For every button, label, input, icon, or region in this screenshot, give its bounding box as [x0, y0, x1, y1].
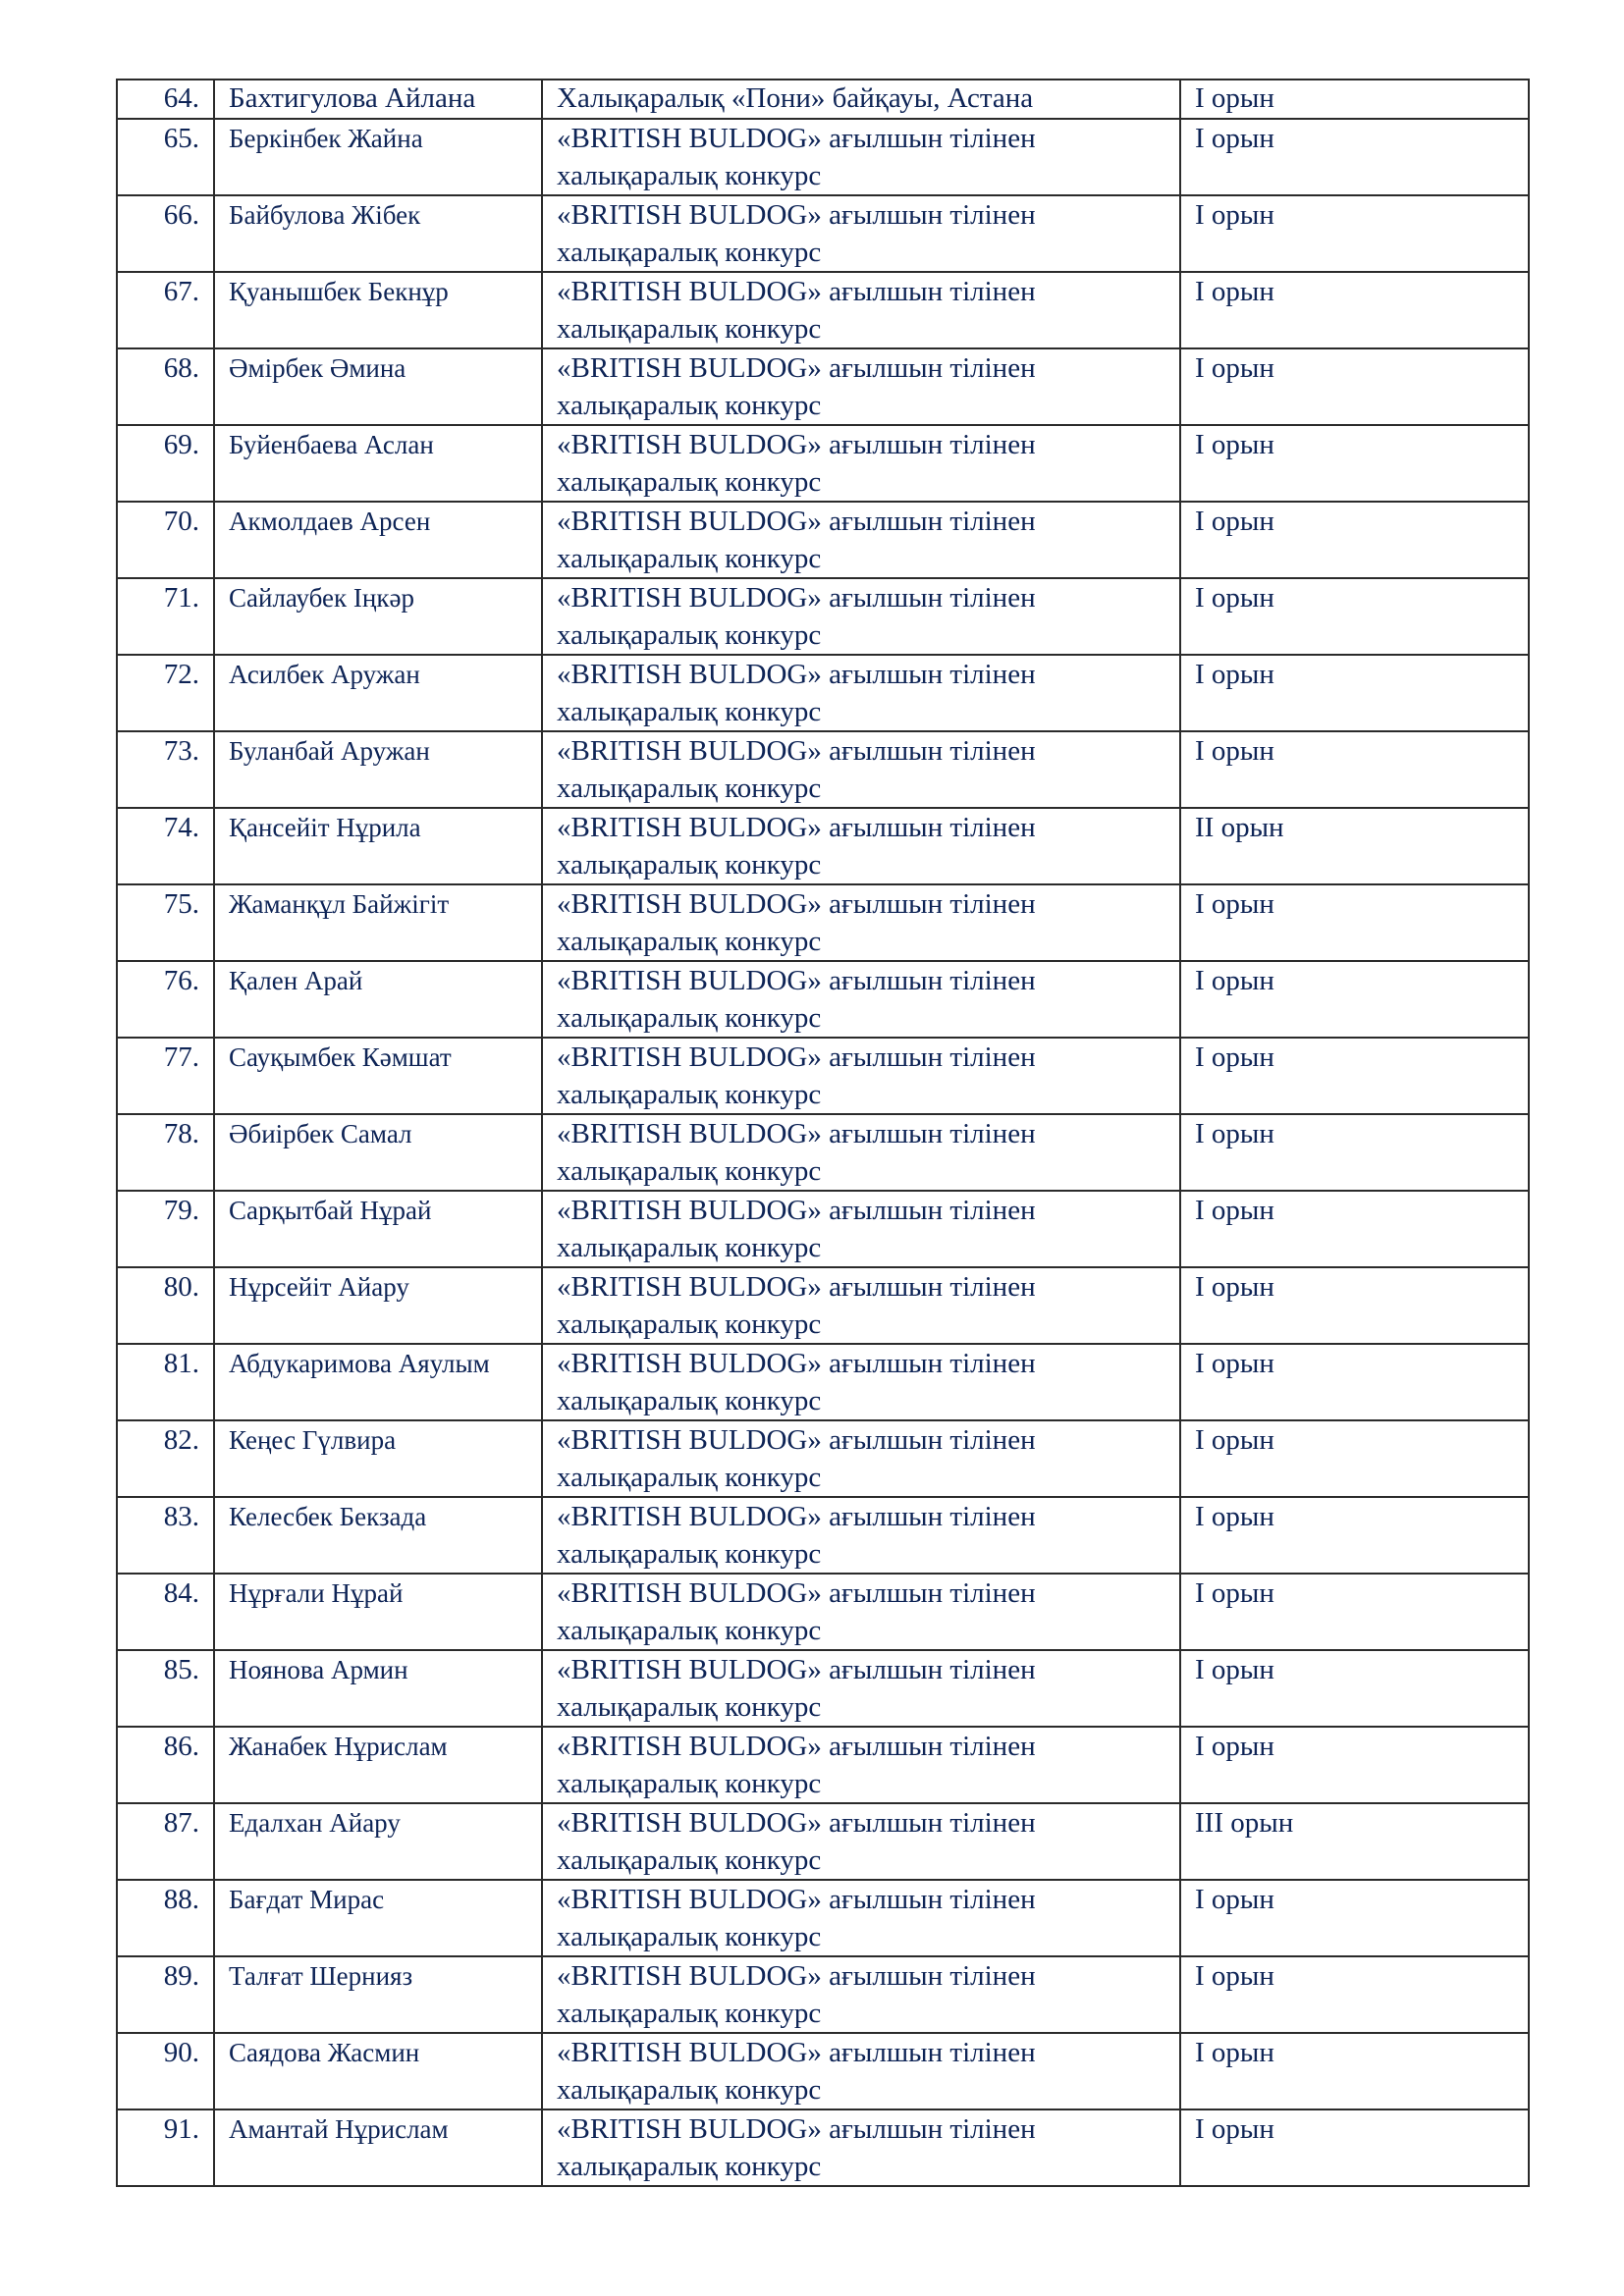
row-number: 73.	[117, 731, 214, 808]
row-number: 91.	[117, 2109, 214, 2186]
competition-name: «BRITISH BULDOG» ағылшын тілінен халықаралық конкурс	[542, 425, 1180, 502]
award-place: I орын	[1180, 1344, 1529, 1420]
row-number: 65.	[117, 119, 214, 195]
awards-table-body	[117, 80, 1529, 2186]
participant-name: Бағдат Мирас	[214, 1880, 542, 1956]
row-number: 75.	[117, 884, 214, 961]
row-number: 64.	[117, 80, 214, 119]
competition-name: «BRITISH BULDOG» ағылшын тілінен халықаралық конкурс	[542, 1956, 1180, 2033]
competition-name: «BRITISH BULDOG» ағылшын тілінен халықаралық конкурс	[542, 195, 1180, 272]
table-row	[117, 2033, 1529, 2109]
table-row	[117, 80, 1529, 119]
award-place: I орын	[1180, 80, 1529, 119]
table-row	[117, 1038, 1529, 1114]
row-number: 76.	[117, 961, 214, 1038]
award-place: III орын	[1180, 1803, 1529, 1880]
award-place: I орын	[1180, 961, 1529, 1038]
table-row	[117, 1420, 1529, 1497]
row-number: 74.	[117, 808, 214, 884]
table-row	[117, 1650, 1529, 1727]
row-number: 81.	[117, 1344, 214, 1420]
row-number: 77.	[117, 1038, 214, 1114]
participant-name: Бахтигулова Айлана	[214, 80, 542, 119]
row-number: 71.	[117, 578, 214, 655]
competition-name: «BRITISH BULDOG» ағылшын тілінен халықаралық конкурс	[542, 1344, 1180, 1420]
competition-name: «BRITISH BULDOG» ағылшын тілінен халықаралық конкурс	[542, 1420, 1180, 1497]
award-place: II орын	[1180, 808, 1529, 884]
participant-name: Едалхан Айару	[214, 1803, 542, 1880]
row-number: 87.	[117, 1803, 214, 1880]
row-number: 89.	[117, 1956, 214, 2033]
competition-name: «BRITISH BULDOG» ағылшын тілінен халықаралық конкурс	[542, 731, 1180, 808]
award-place: I орын	[1180, 272, 1529, 348]
table-row	[117, 1114, 1529, 1191]
participant-name: Жанабек Нұрислам	[214, 1727, 542, 1803]
competition-name: «BRITISH BULDOG» ағылшын тілінен халықаралық конкурс	[542, 655, 1180, 731]
award-place: I орын	[1180, 119, 1529, 195]
participant-name: Кеңес Гүлвира	[214, 1420, 542, 1497]
row-number: 83.	[117, 1497, 214, 1574]
award-place: I орын	[1180, 1956, 1529, 2033]
participant-name: Амантай Нұрислам	[214, 2109, 542, 2186]
participant-name: Беркінбек Жайна	[214, 119, 542, 195]
award-place: I орын	[1180, 578, 1529, 655]
award-place: I орын	[1180, 1497, 1529, 1574]
table-row	[117, 348, 1529, 425]
competition-name: «BRITISH BULDOG» ағылшын тілінен халықаралық конкурс	[542, 1191, 1180, 1267]
table-row	[117, 808, 1529, 884]
table-row	[117, 2109, 1529, 2186]
competition-name: «BRITISH BULDOG» ағылшын тілінен халықаралық конкурс	[542, 961, 1180, 1038]
participant-name: Буланбай Аружан	[214, 731, 542, 808]
competition-name: «BRITISH BULDOG» ағылшын тілінен халықаралық конкурс	[542, 272, 1180, 348]
competition-name: «BRITISH BULDOG» ағылшын тілінен халықаралық конкурс	[542, 1803, 1180, 1880]
participant-name: Сайлаубек Іңкәр	[214, 578, 542, 655]
award-place: I орын	[1180, 348, 1529, 425]
row-number: 70.	[117, 502, 214, 578]
table-row	[117, 1574, 1529, 1650]
row-number: 66.	[117, 195, 214, 272]
row-number: 86.	[117, 1727, 214, 1803]
competition-name: «BRITISH BULDOG» ағылшын тілінен халықаралық конкурс	[542, 119, 1180, 195]
award-place: I орын	[1180, 1574, 1529, 1650]
row-number: 82.	[117, 1420, 214, 1497]
competition-name: «BRITISH BULDOG» ағылшын тілінен халықаралық конкурс	[542, 808, 1180, 884]
award-place: I орын	[1180, 425, 1529, 502]
award-place: I орын	[1180, 1420, 1529, 1497]
table-row	[117, 655, 1529, 731]
participant-name: Әбиірбек Самал	[214, 1114, 542, 1191]
participant-name: Акмолдаев Арсен	[214, 502, 542, 578]
table-row	[117, 1497, 1529, 1574]
table-row	[117, 884, 1529, 961]
award-place: I орын	[1180, 731, 1529, 808]
row-number: 90.	[117, 2033, 214, 2109]
table-row	[117, 1803, 1529, 1880]
table-row	[117, 578, 1529, 655]
competition-name: «BRITISH BULDOG» ағылшын тілінен халықаралық конкурс	[542, 348, 1180, 425]
competition-name: «BRITISH BULDOG» ағылшын тілінен халықаралық конкурс	[542, 1650, 1180, 1727]
table-row	[117, 1880, 1529, 1956]
competition-name: «BRITISH BULDOG» ағылшын тілінен халықаралық конкурс	[542, 1727, 1180, 1803]
row-number: 68.	[117, 348, 214, 425]
participant-name: Абдукаримова Аяулым	[214, 1344, 542, 1420]
participant-name: Қуанышбек Бекнұр	[214, 272, 542, 348]
row-number: 67.	[117, 272, 214, 348]
row-number: 88.	[117, 1880, 214, 1956]
award-place: I орын	[1180, 1727, 1529, 1803]
competition-name: «BRITISH BULDOG» ағылшын тілінен халықаралық конкурс	[542, 502, 1180, 578]
table-row	[117, 961, 1529, 1038]
table-row	[117, 119, 1529, 195]
row-number: 84.	[117, 1574, 214, 1650]
award-place: I орын	[1180, 1038, 1529, 1114]
table-row	[117, 1191, 1529, 1267]
participant-name: Қален Арай	[214, 961, 542, 1038]
participant-name: Саядова Жасмин	[214, 2033, 542, 2109]
participant-name: Нұрғали Нұрай	[214, 1574, 542, 1650]
competition-name: «BRITISH BULDOG» ағылшын тілінен халықаралық конкурс	[542, 1114, 1180, 1191]
participant-name: Талғат Шернияз	[214, 1956, 542, 2033]
participant-name: Әмірбек Әмина	[214, 348, 542, 425]
competition-name: «BRITISH BULDOG» ағылшын тілінен халықаралық конкурс	[542, 2033, 1180, 2109]
row-number: 69.	[117, 425, 214, 502]
award-place: I орын	[1180, 1114, 1529, 1191]
competition-name: «BRITISH BULDOG» ағылшын тілінен халықаралық конкурс	[542, 578, 1180, 655]
row-number: 79.	[117, 1191, 214, 1267]
competition-name: «BRITISH BULDOG» ағылшын тілінен халықаралық конкурс	[542, 1497, 1180, 1574]
participant-name: Нұрсейіт Айару	[214, 1267, 542, 1344]
row-number: 72.	[117, 655, 214, 731]
competition-name: «BRITISH BULDOG» ағылшын тілінен халықаралық конкурс	[542, 2109, 1180, 2186]
award-place: I орын	[1180, 2033, 1529, 2109]
participant-name: Байбулова Жібек	[214, 195, 542, 272]
participant-name: Буйенбаева Аслан	[214, 425, 542, 502]
award-place: I орын	[1180, 884, 1529, 961]
award-place: I орын	[1180, 502, 1529, 578]
award-place: I орын	[1180, 2109, 1529, 2186]
awards-table	[116, 79, 1530, 2187]
table-row	[117, 1344, 1529, 1420]
award-place: I орын	[1180, 195, 1529, 272]
row-number: 80.	[117, 1267, 214, 1344]
competition-name: «BRITISH BULDOG» ағылшын тілінен халықаралық конкурс	[542, 1038, 1180, 1114]
row-number: 78.	[117, 1114, 214, 1191]
table-row	[117, 1267, 1529, 1344]
award-place: I орын	[1180, 1191, 1529, 1267]
award-place: I орын	[1180, 655, 1529, 731]
participant-name: Ноянова Армин	[214, 1650, 542, 1727]
participant-name: Сарқытбай Нұрай	[214, 1191, 542, 1267]
participant-name: Қансейіт Нұрила	[214, 808, 542, 884]
table-row	[117, 1727, 1529, 1803]
participant-name: Жаманқұл Байжігіт	[214, 884, 542, 961]
award-place: I орын	[1180, 1267, 1529, 1344]
row-number: 85.	[117, 1650, 214, 1727]
table-row	[117, 425, 1529, 502]
participant-name: Асилбек Аружан	[214, 655, 542, 731]
table-row	[117, 731, 1529, 808]
participant-name: Сауқымбек Кәмшат	[214, 1038, 542, 1114]
award-place: I орын	[1180, 1650, 1529, 1727]
competition-name: Халықаралық «Пони» байқауы, Астана	[542, 80, 1180, 119]
table-row	[117, 502, 1529, 578]
table-row	[117, 195, 1529, 272]
award-place: I орын	[1180, 1880, 1529, 1956]
competition-name: «BRITISH BULDOG» ағылшын тілінен халықаралық конкурс	[542, 1880, 1180, 1956]
participant-name: Келесбек Бекзада	[214, 1497, 542, 1574]
competition-name: «BRITISH BULDOG» ағылшын тілінен халықаралық конкурс	[542, 1574, 1180, 1650]
competition-name: «BRITISH BULDOG» ағылшын тілінен халықаралық конкурс	[542, 884, 1180, 961]
table-row	[117, 1956, 1529, 2033]
competition-name: «BRITISH BULDOG» ағылшын тілінен халықаралық конкурс	[542, 1267, 1180, 1344]
table-row	[117, 272, 1529, 348]
